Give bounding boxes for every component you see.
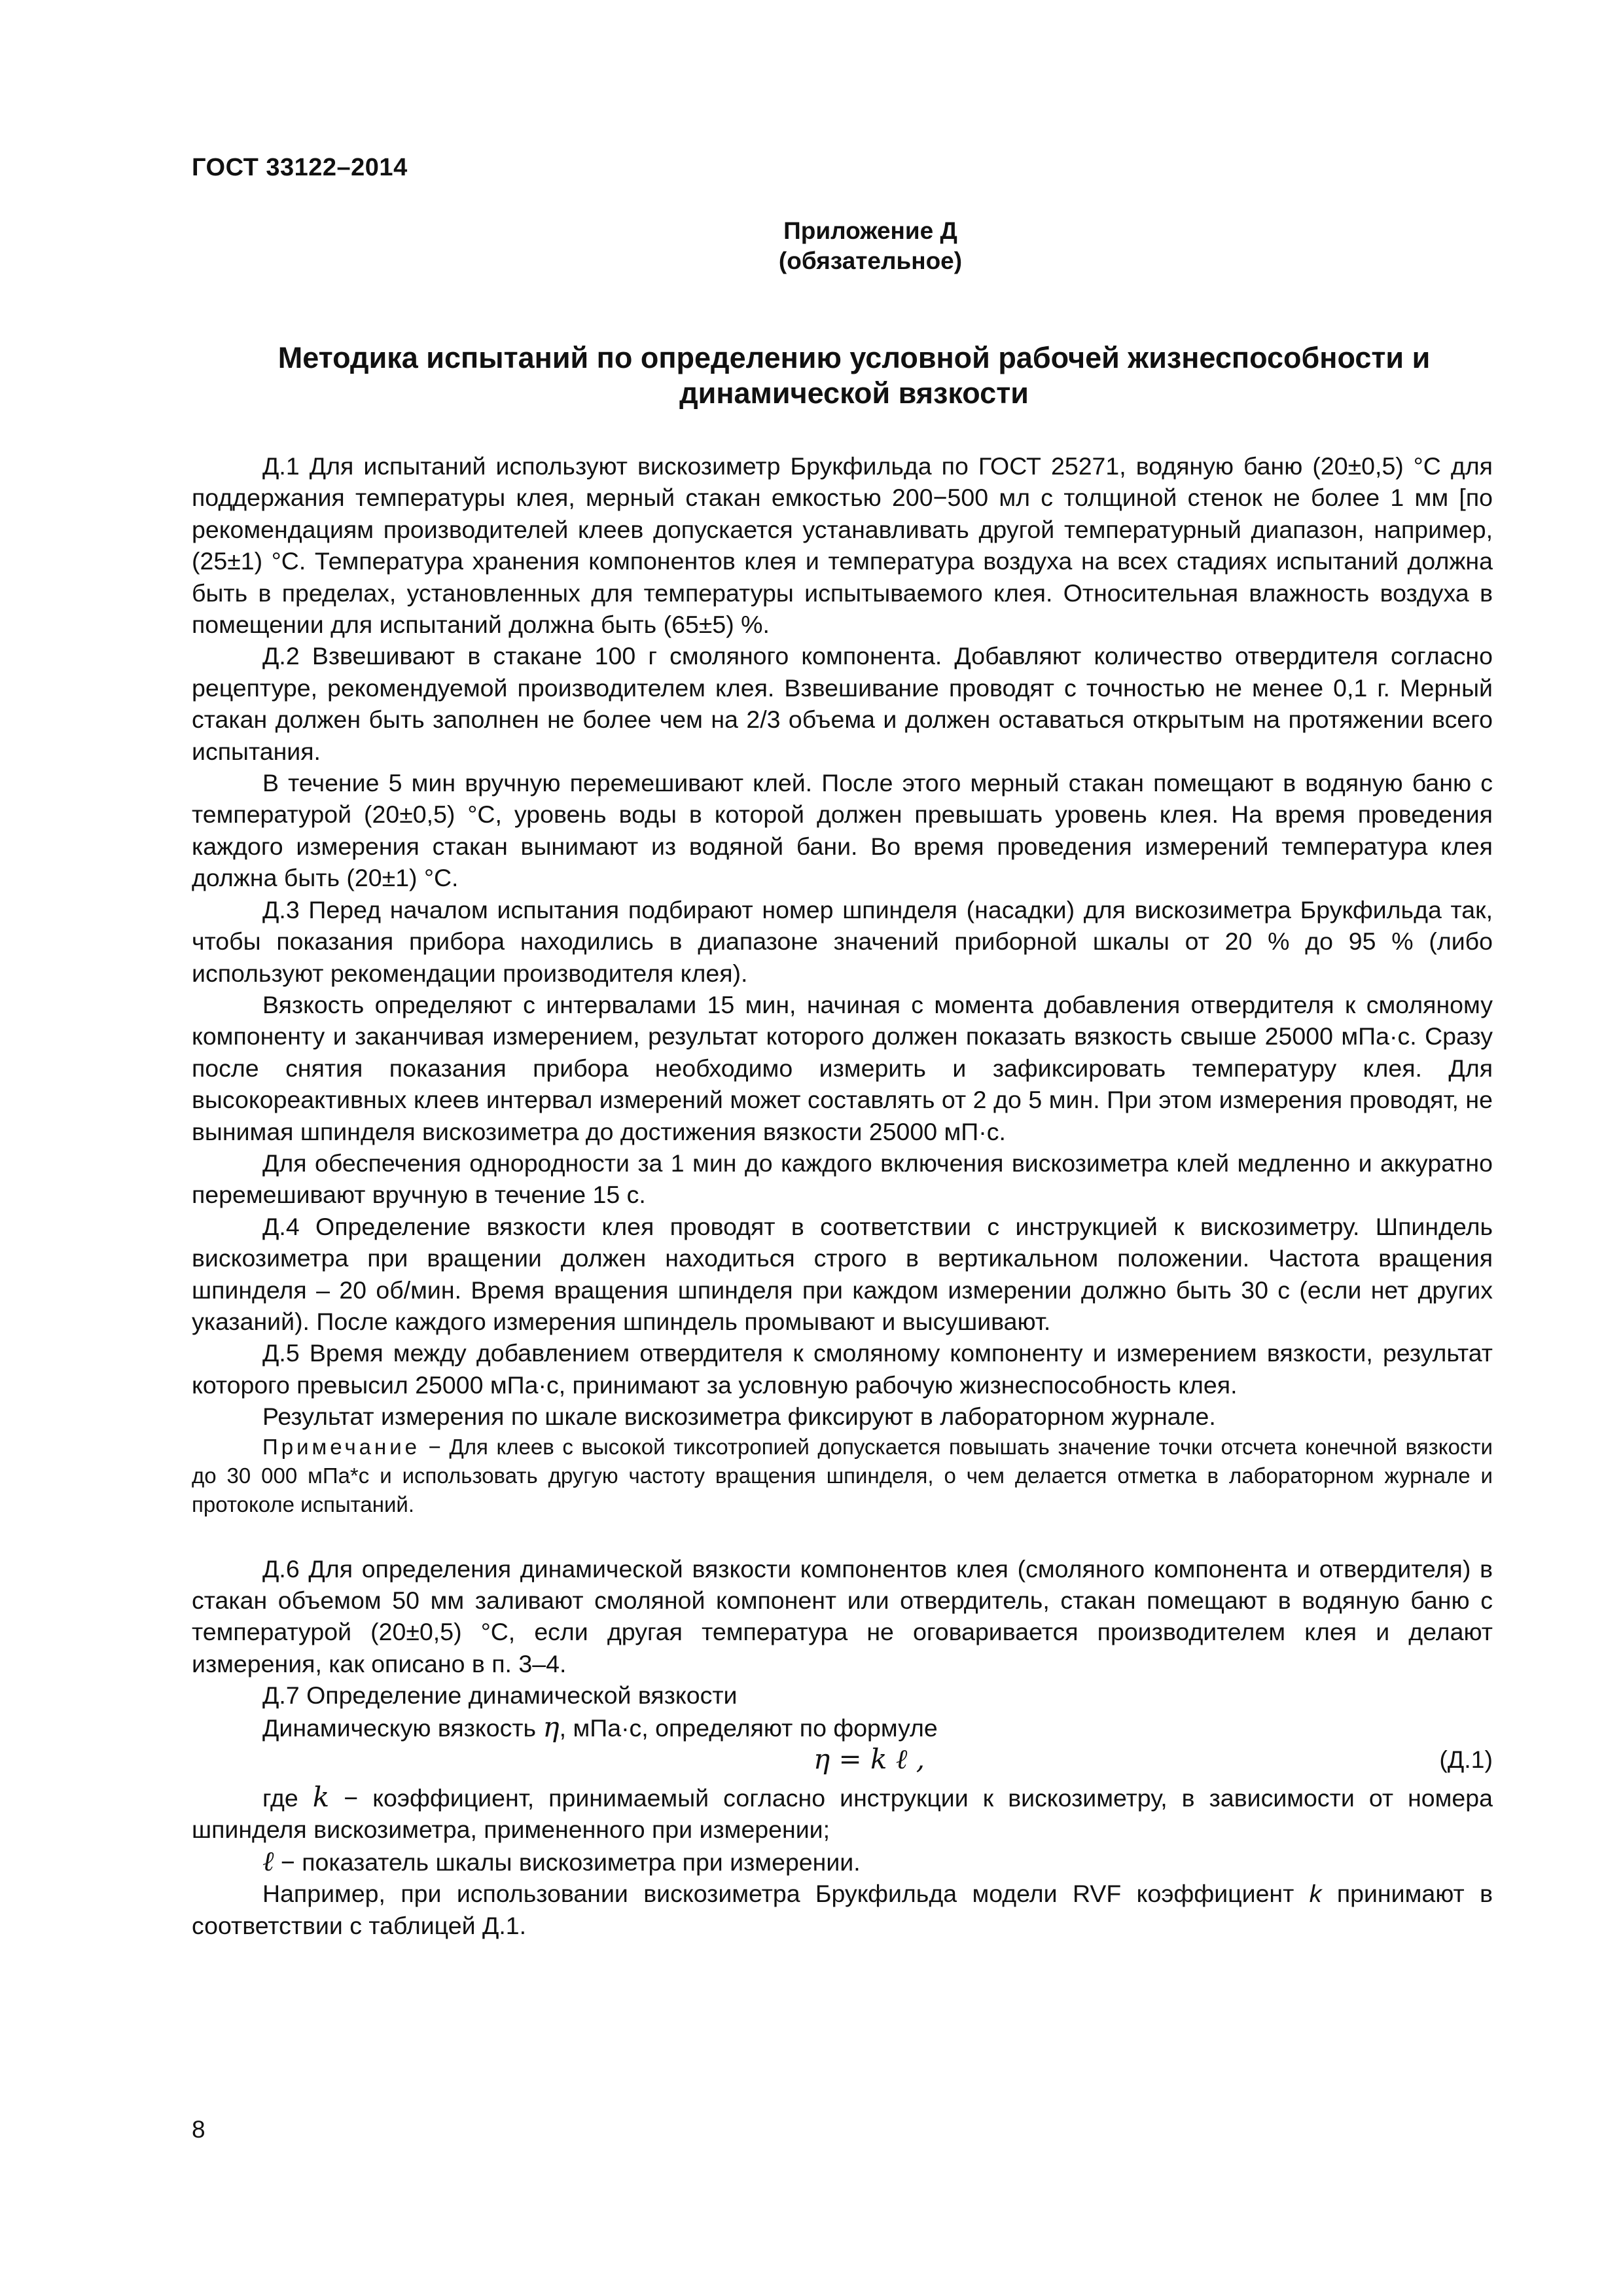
ell-definition (192, 1846, 1493, 1878)
paragraph-d2: Д.2 Взвешивают в стакане 100 г смоляного компонента. Добавляют количество отвердителя согласно рецептуре, рекомендуемой производителем клея. Взвешивание проводят с точностью не менее 0,1 г. Мерный стакан должен быть заполнен не более чем на 2/3 объема и должен оставаться открытым на протяжении всего испытания. (192, 642, 1493, 765)
paragraph-d3: Д.3 Перед началом испытания подбирают номер шпинделя (насадки) для вискозиметра Брукфильда так, чтобы показания прибора находились в диапазоне значений приборной шкалы от 20 % до 95 % (либо используют рекомендации производителя клея). (192, 895, 1493, 987)
document-body (192, 450, 1493, 1941)
paragraph-d3-homogeneity: Для обеспечения однородности за 1 мин до каждого включения вискозиметра клей медленно и аккуратно перемешивают вручную в течение 15 с. (192, 1149, 1493, 1209)
example-text-end: принимают в соответствии с таблицей Д.1. (192, 1880, 1493, 1939)
section-title-line-1: Методика испытаний по определению условной рабочей жизнеспособности и (277, 341, 1431, 374)
page-number: 8 (192, 2116, 205, 2143)
appendix-heading (0, 216, 1623, 276)
spacer (192, 1519, 1493, 1553)
section-title (216, 340, 1492, 411)
eta-symbol: η (543, 1710, 560, 1743)
formula-d1: η = k ℓ , (813, 1743, 925, 1776)
where-k-definition (192, 1782, 1493, 1846)
paragraph-d6: Д.6 Для определения динамической вязкости компонентов клея (смоляного компонента и отвердителя) в стакан объемом 50 мм заливают смоляной компонент или отвердитель, стакан помещают в водяную баню с температурой (20±0,5) °С, если другая температура не оговаривается производителем клея и делают измерения, как описано в п. 3–4. (192, 1554, 1493, 1677)
formula-row (192, 1744, 1493, 1782)
example-text: Например, при использовании вискозиметра Брукфильда модели RVF коэффициент (262, 1880, 1310, 1908)
formula-intro-units: , мПа·с, определяют по формуле (559, 1713, 938, 1742)
example-k-symbol: k (1309, 1880, 1322, 1908)
ell-definition-text: − показатель шкалы вискозиметра при измерении. (274, 1848, 861, 1876)
formula-intro-text: Динамическую вязкость (262, 1713, 543, 1742)
appendix-label: Приложение Д (783, 217, 957, 244)
paragraph-example (192, 1878, 1493, 1941)
where-prefix: где (262, 1784, 313, 1812)
ell-symbol: ℓ (262, 1844, 274, 1877)
paragraph-d7: Д.7 Определение динамической вязкости (262, 1681, 738, 1710)
appendix-status: (обязательное) (778, 247, 963, 274)
standard-header: ГОСТ 33122–2014 (192, 154, 408, 181)
paragraph-d4: Д.4 Определение вязкости клея проводят в соответствии с инструкцией к вискозиметру. Шпиндель вискозиметра при вращении должен находиться строго в вертикальном положении. Частота вращения шпинделя – 20 об/мин. Время вращения шпинделя при каждом измерении должно быть 30 с (если нет других указаний). После каждого измерения шпиндель промывают и высушивают. (192, 1212, 1493, 1335)
section-title-line-2: динамической вязкости (679, 376, 1029, 410)
note-text: − Для клеев с высокой тиксотропией допускается повышать значение точки отсчета конечной вязкости до 30 000 мПа*с и использовать другую частоту вращения шпинделя, о чем делается отметка в лабораторном журнале и протоколе испытаний. (192, 1434, 1493, 1516)
k-symbol: k (312, 1781, 330, 1814)
paragraph-d2-mixing: В течение 5 мин вручную перемешивают клей. После этого мерный стакан помещают в водяную баню с температурой (20±0,5) °С, уровень воды в которой должен превышать уровень клея. На время проведения каждого измерения стакан вынимают из водяной бани. Во время проведения измерений температура клея должна быть (20±1) °С. (192, 769, 1493, 892)
note-label: Примечание (262, 1434, 421, 1459)
paragraph-d7-formula-intro (192, 1712, 1493, 1744)
note (192, 1433, 1493, 1519)
paragraph-d5: Д.5 Время между добавлением отвердителя к смоляному компоненту и измерением вязкости, результат которого превысил 25000 мПа·с, принимают за условную рабочую жизнеспособность клея. (192, 1339, 1493, 1399)
formula-number: (Д.1) (1439, 1746, 1493, 1774)
paragraph-d3-viscosity: Вязкость определяют с интервалами 15 мин, начиная с момента добавления отвердителя к смоляному компоненту и заканчивая измерением, результат которого должен показать вязкость свыше 25000 мПа·с. Сразу после снятия показания прибора необходимо измерить и зафиксировать температуру клея. Для высокореактивных клеев интервал измерений может составлять от 2 до 5 мин. При этом измерения проводят, не вынимая шпинделя вискозиметра до достижения вязкости 25000 мП·с. (192, 990, 1493, 1145)
paragraph-d5-journal: Результат измерения по шкале вискозиметра фиксируют в лабораторном журнале. (262, 1403, 1216, 1431)
paragraph-d1: Д.1 Для испытаний используют вискозиметр Брукфильда по ГОСТ 25271, водяную баню (20±0,5) °С для поддержания температуры клея, мерный стакан емкостью 200−500 мл с толщиной стенок не более 1 мм [по рекомендациям производителей клеев допускается устанавливать другой температурный диапазон, например, (25±1) °С. Температура хранения компонентов клея и температура воздуха на всех стадиях испытаний должна быть в пределах, установленных для температуры испытываемого клея. Относительная влажность воздуха в помещении для испытаний должна быть (65±5) %. (192, 452, 1493, 639)
k-definition-text: − коэффициент, принимаемый согласно инструкции к вискозиметру, в зависимости от номера шпинделя вискозиметра, примененного при измерении; (192, 1784, 1493, 1844)
